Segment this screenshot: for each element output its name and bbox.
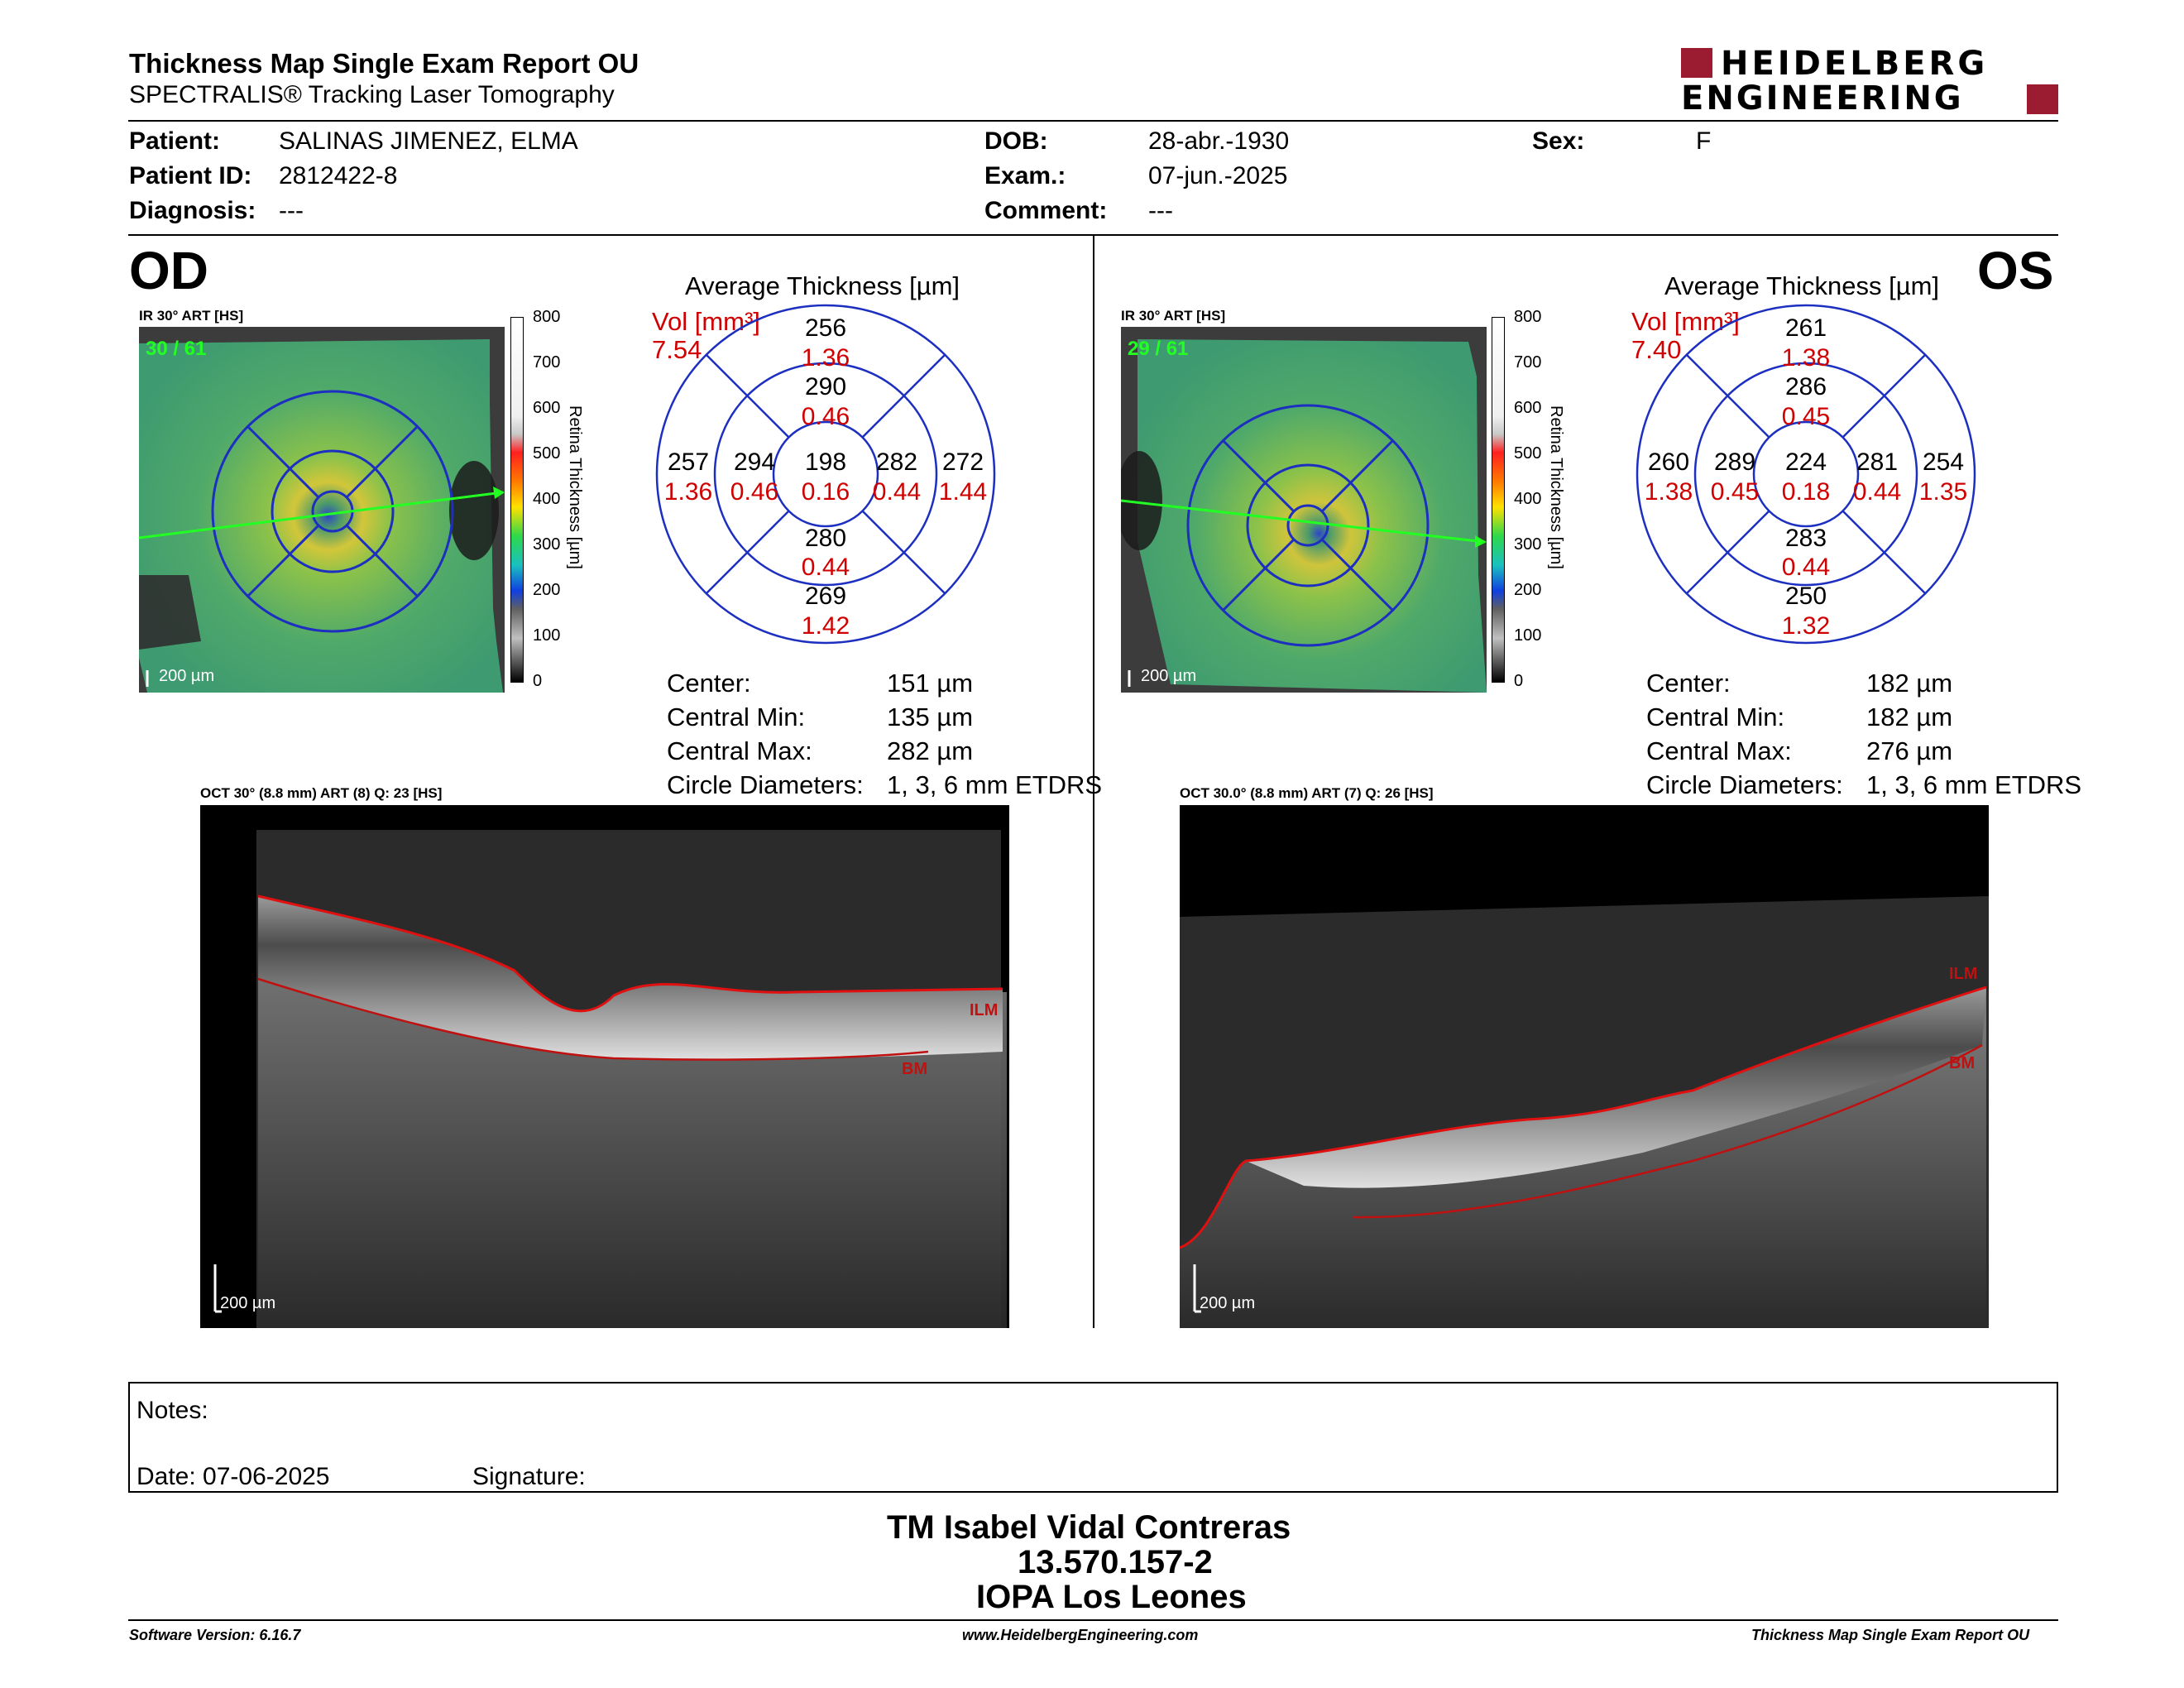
od-inner-left-volume: 0.46 <box>730 478 779 506</box>
comment-label: Comment: <box>984 197 1108 224</box>
od-outer-left-thickness: 257 <box>667 448 710 476</box>
comment-value: --- <box>1148 197 1173 224</box>
os-inner-bottom-volume: 0.44 <box>1781 554 1831 581</box>
os-frame-count: 29 / 61 <box>1128 338 1189 360</box>
od-stat-max-value: 282 µm <box>887 736 974 765</box>
od-inner-right-thickness: 282 <box>875 448 918 476</box>
os-tick-400: 400 <box>1514 490 1542 508</box>
os-stat-max-value: 276 µm <box>1866 736 1953 765</box>
notes-box <box>128 1382 2058 1493</box>
od-tick-400: 400 <box>533 490 561 508</box>
od-center-volume: 0.16 <box>801 478 850 506</box>
logo-text-heidelberg: HEIDELBERG <box>1721 45 1989 83</box>
os-tick-500: 500 <box>1514 444 1542 463</box>
od-stat-min-value: 135 µm <box>887 703 974 731</box>
exam-label: Exam.: <box>984 162 1066 189</box>
diagnosis-label: Diagnosis: <box>129 197 256 224</box>
od-thickness-map <box>139 327 505 693</box>
notes-date: Date: 07-06-2025 <box>136 1463 330 1490</box>
footer-software-version: Software Version: 6.16.7 <box>129 1627 301 1643</box>
patient-id-label: Patient ID: <box>129 162 252 189</box>
dob-value: 28-abr.-1930 <box>1148 127 1290 155</box>
os-bm-label: BM <box>1949 1054 1976 1072</box>
os-outer-bottom-thickness: 250 <box>1784 583 1827 610</box>
os-ir-label: IR 30° ART [HS] <box>1121 308 1226 324</box>
od-inner-bottom-volume: 0.44 <box>801 554 850 581</box>
od-tick-700: 700 <box>533 353 561 372</box>
os-tick-100: 100 <box>1514 626 1542 645</box>
footer-url[interactable]: www.HeidelbergEngineering.com <box>962 1627 1199 1643</box>
os-center-thickness: 224 <box>1784 448 1827 476</box>
os-stat-min-label: Central Min: <box>1646 703 1785 731</box>
os-etdrs-grid <box>1634 302 1981 650</box>
od-oct-label: OCT 30° (8.8 mm) ART (8) Q: 23 [HS] <box>200 785 443 801</box>
os-outer-right-thickness: 254 <box>1922 448 1965 476</box>
dob-label: DOB: <box>984 127 1048 155</box>
os-outer-top-thickness: 261 <box>1784 314 1827 342</box>
patient-label: Patient: <box>129 127 221 155</box>
os-tick-0: 0 <box>1514 672 1524 690</box>
sex-label: Sex: <box>1532 127 1585 155</box>
od-etdrs-grid <box>654 302 1001 650</box>
os-outer-right-volume: 1.35 <box>1918 478 1968 506</box>
os-tick-300: 300 <box>1514 535 1542 554</box>
od-ilm-label: ILM <box>970 1001 999 1019</box>
os-inner-left-thickness: 289 <box>1713 448 1756 476</box>
od-inner-left-thickness: 294 <box>733 448 776 476</box>
od-oct-bscan <box>200 805 1009 1328</box>
od-tick-100: 100 <box>533 626 561 645</box>
os-thickness-map <box>1121 327 1487 693</box>
diagnosis-value: --- <box>279 197 304 224</box>
od-colorbar-ticks <box>529 309 563 689</box>
os-vol-value: 7.40 <box>1631 335 1682 364</box>
od-outer-top-volume: 1.36 <box>801 344 850 372</box>
od-stat-center-value: 151 µm <box>887 669 974 698</box>
od-outer-top-thickness: 256 <box>804 314 847 342</box>
od-eye-label: OD <box>129 241 208 300</box>
os-oct-label: OCT 30.0° (8.8 mm) ART (7) Q: 26 [HS] <box>1180 785 1434 801</box>
os-outer-bottom-volume: 1.32 <box>1781 612 1831 640</box>
os-stat-max-label: Central Max: <box>1646 736 1792 765</box>
os-outer-top-volume: 1.38 <box>1781 344 1831 372</box>
od-tick-500: 500 <box>533 444 561 463</box>
exam-date: 07-jun.-2025 <box>1148 162 1288 189</box>
patient-id: 2812422-8 <box>279 162 398 189</box>
os-stat-diam-value: 1, 3, 6 mm ETDRS <box>1866 770 2082 799</box>
od-oct-scale: 200 µm <box>220 1294 276 1312</box>
os-eye-label: OS <box>1977 241 2054 300</box>
patient-name: SALINAS JIMENEZ, ELMA <box>279 127 578 155</box>
od-colorbar-title: Retina Thickness [µm] <box>566 405 584 569</box>
stamp-name: TM Isabel Vidal Contreras <box>887 1509 1291 1546</box>
os-stat-min-value: 182 µm <box>1866 703 1953 731</box>
od-bm-label: BM <box>902 1060 928 1078</box>
footer-report-name: Thickness Map Single Exam Report OU <box>1751 1627 2030 1643</box>
os-oct-scale: 200 µm <box>1200 1294 1256 1312</box>
od-outer-left-volume: 1.36 <box>663 478 713 506</box>
report-title: Thickness Map Single Exam Report OU <box>129 48 639 79</box>
od-stat-diam-label: Circle Diameters: <box>667 770 864 799</box>
os-vol-label: Vol [mm³] <box>1631 307 1740 336</box>
od-stat-max-label: Central Max: <box>667 736 812 765</box>
os-ilm-label: ILM <box>1949 965 1978 983</box>
od-stat-min-label: Central Min: <box>667 703 806 731</box>
od-vol-label: Vol [mm³] <box>652 307 760 336</box>
od-colorbar <box>510 317 524 683</box>
os-inner-right-volume: 0.44 <box>1852 478 1902 506</box>
os-avg-title: Average Thickness [µm] <box>1664 271 1940 300</box>
os-stat-center-value: 182 µm <box>1866 669 1953 698</box>
os-map-scale: 200 µm <box>1141 667 1197 685</box>
od-tick-600: 600 <box>533 399 561 417</box>
od-stat-center-label: Center: <box>667 669 751 698</box>
os-tick-600: 600 <box>1514 399 1542 417</box>
os-center-volume: 0.18 <box>1781 478 1831 506</box>
sex-value: F <box>1696 127 1712 155</box>
od-stat-diam-value: 1, 3, 6 mm ETDRS <box>887 770 1103 799</box>
od-inner-top-thickness: 290 <box>804 373 847 400</box>
os-outer-left-thickness: 260 <box>1647 448 1690 476</box>
od-center-thickness: 198 <box>804 448 847 476</box>
os-tick-200: 200 <box>1514 581 1542 599</box>
report-subtitle: SPECTRALIS® Tracking Laser Tomography <box>129 81 615 108</box>
os-tick-800: 800 <box>1514 308 1542 326</box>
od-avg-title: Average Thickness [µm] <box>685 271 960 300</box>
od-inner-top-volume: 0.46 <box>801 403 850 430</box>
os-colorbar-title: Retina Thickness [µm] <box>1547 405 1565 569</box>
signature-label: Signature: <box>472 1463 586 1490</box>
os-colorbar-ticks <box>1511 309 1544 689</box>
od-ir-label: IR 30° ART [HS] <box>139 308 244 324</box>
od-inner-bottom-thickness: 280 <box>804 525 847 552</box>
heidelberg-logo <box>1681 46 2062 116</box>
os-tick-700: 700 <box>1514 353 1542 372</box>
os-inner-bottom-thickness: 283 <box>1784 525 1827 552</box>
od-map-scale: 200 µm <box>159 667 215 685</box>
od-outer-right-thickness: 272 <box>941 448 984 476</box>
od-tick-300: 300 <box>533 535 561 554</box>
os-oct-bscan <box>1180 805 1989 1328</box>
header-divider <box>128 120 2058 122</box>
od-frame-count: 30 / 61 <box>146 338 207 360</box>
os-stat-diam-label: Circle Diameters: <box>1646 770 1843 799</box>
od-inner-right-volume: 0.44 <box>872 478 922 506</box>
od-outer-right-volume: 1.44 <box>938 478 988 506</box>
od-vol-value: 7.54 <box>652 335 702 364</box>
os-inner-right-thickness: 281 <box>1856 448 1899 476</box>
od-outer-bottom-thickness: 269 <box>804 583 847 610</box>
os-inner-left-volume: 0.45 <box>1710 478 1760 506</box>
od-tick-0: 0 <box>533 672 543 690</box>
os-inner-top-volume: 0.45 <box>1781 403 1831 430</box>
footer-divider <box>128 1619 2058 1621</box>
notes-label: Notes: <box>136 1397 208 1424</box>
os-outer-left-volume: 1.38 <box>1644 478 1693 506</box>
os-colorbar <box>1492 317 1505 683</box>
stamp-id: 13.570.157-2 <box>1018 1544 1213 1580</box>
os-stat-center-label: Center: <box>1646 669 1731 698</box>
od-tick-200: 200 <box>533 581 561 599</box>
stamp-institution: IOPA Los Leones <box>976 1579 1247 1615</box>
logo-text-engineering: ENGINEERING <box>1681 79 1964 117</box>
os-inner-top-thickness: 286 <box>1784 373 1827 400</box>
od-outer-bottom-volume: 1.42 <box>801 612 850 640</box>
od-tick-800: 800 <box>533 308 561 326</box>
